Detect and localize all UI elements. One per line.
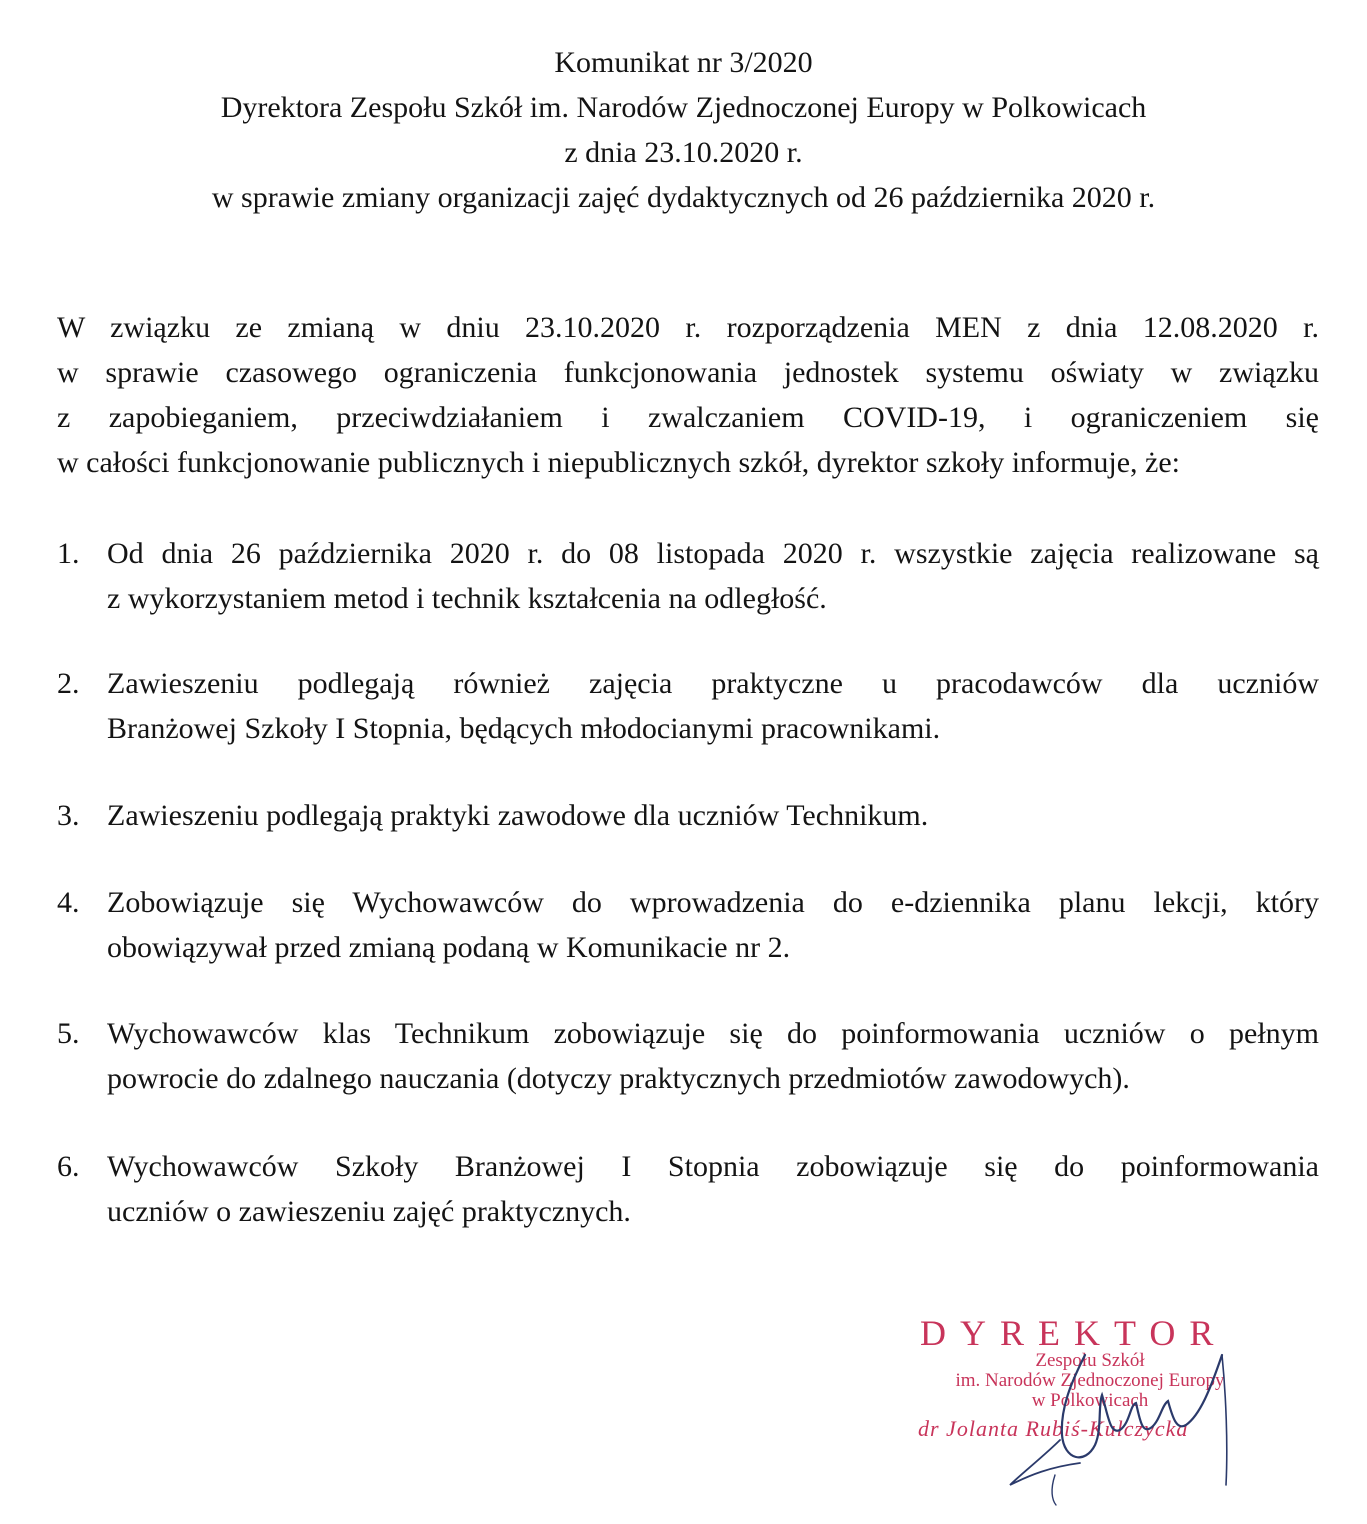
list-item-number: 4. [57, 886, 80, 919]
stamp-director-name: dr Jolanta Rubiś-Kulczycka [918, 1416, 1189, 1441]
list-item-line: Od dnia 26 października 2020 r. do 08 listopada 2020 r. wszystkie zajęcia realizowane są [107, 537, 1319, 570]
list-item-text [107, 1011, 1319, 1101]
intro-paragraph [57, 305, 1319, 485]
list-item-line: uczniów o zawieszeniu zajęć praktycznych. [107, 1195, 631, 1228]
list-item-number: 2. [57, 667, 80, 700]
intro-line: z zapobieganiem, przeciwdziałaniem i zwalczaniem COVID-19, i ograniczeniem się [57, 401, 1319, 434]
list-item-line: Zawieszeniu podlegają praktyki zawodowe dla uczniów Technikum. [107, 799, 929, 832]
stamp-line: w Polkowicach [1031, 1390, 1149, 1411]
list-item [57, 880, 1319, 970]
list-item-number: 5. [57, 1017, 80, 1050]
list-item [57, 793, 1319, 838]
stamp-title: DYREKTOR [920, 1313, 1228, 1353]
list-item [57, 661, 1319, 751]
list-item-text [107, 1144, 1319, 1234]
intro-line: W związku ze zmianą w dniu 23.10.2020 r. rozporządzenia MEN z dnia 12.08.2020 r. [57, 311, 1319, 344]
stamp-line: im. Narodów Zjednoczonej Europy [955, 1370, 1225, 1391]
document-issuer: Dyrektora Zespołu Szkół im. Narodów Zjednoczonej Europy w Polkowicach [220, 91, 1147, 124]
list-item-text [107, 531, 1319, 621]
list-item-line: powrocie do zdalnego nauczania (dotyczy praktycznych przedmiotów zawodowych). [107, 1062, 1130, 1095]
list-item-line: Wychowawców klas Technikum zobowiązuje się do poinformowania uczniów o pełnym [107, 1017, 1319, 1050]
list-item-line: Zawieszeniu podlegają również zajęcia praktyczne u pracodawców dla uczniów [107, 667, 1319, 700]
list-item [57, 1011, 1319, 1101]
intro-line: w sprawie czasowego ograniczenia funkcjonowania jednostek systemu oświaty w związku [57, 356, 1319, 389]
document-title: Komunikat nr 3/2020 [554, 46, 813, 79]
list-item-line: Zobowiązuje się Wychowawców do wprowadzenia do e-dziennika planu lekcji, który [107, 886, 1319, 919]
intro-line: w całości funkcjonowanie publicznych i niepublicznych szkół, dyrektor szkoły informuje, że: [57, 446, 1180, 479]
list-item-text [107, 880, 1319, 970]
list-item-number: 6. [57, 1150, 80, 1183]
list-item [57, 1144, 1319, 1234]
list-item-line: obowiązywał przed zmianą podaną w Komunikacie nr 2. [107, 931, 791, 964]
document-header [0, 40, 1367, 220]
document-date: z dnia 23.10.2020 r. [564, 136, 803, 169]
list-item-line: z wykorzystaniem metod i technik kształcenia na odległość. [107, 582, 827, 615]
list-item-text [107, 661, 1319, 751]
list-item [57, 531, 1319, 621]
stamp-line: Zespołu Szkół [1035, 1350, 1145, 1371]
list-item-line: Branżowej Szkoły I Stopnia, będących młodocianymi pracownikami. [107, 712, 941, 745]
list-item-line: Wychowawców Szkoły Branżowej I Stopnia zobowiązuje się do poinformowania [107, 1150, 1319, 1183]
list-item-text [107, 793, 1319, 838]
list-item-number: 3. [57, 799, 80, 832]
list-item-number: 1. [57, 537, 80, 570]
handwritten-signature [990, 1335, 1250, 1510]
document-subject: w sprawie zmiany organizacji zajęć dydaktycznych od 26 października 2020 r. [211, 181, 1156, 214]
